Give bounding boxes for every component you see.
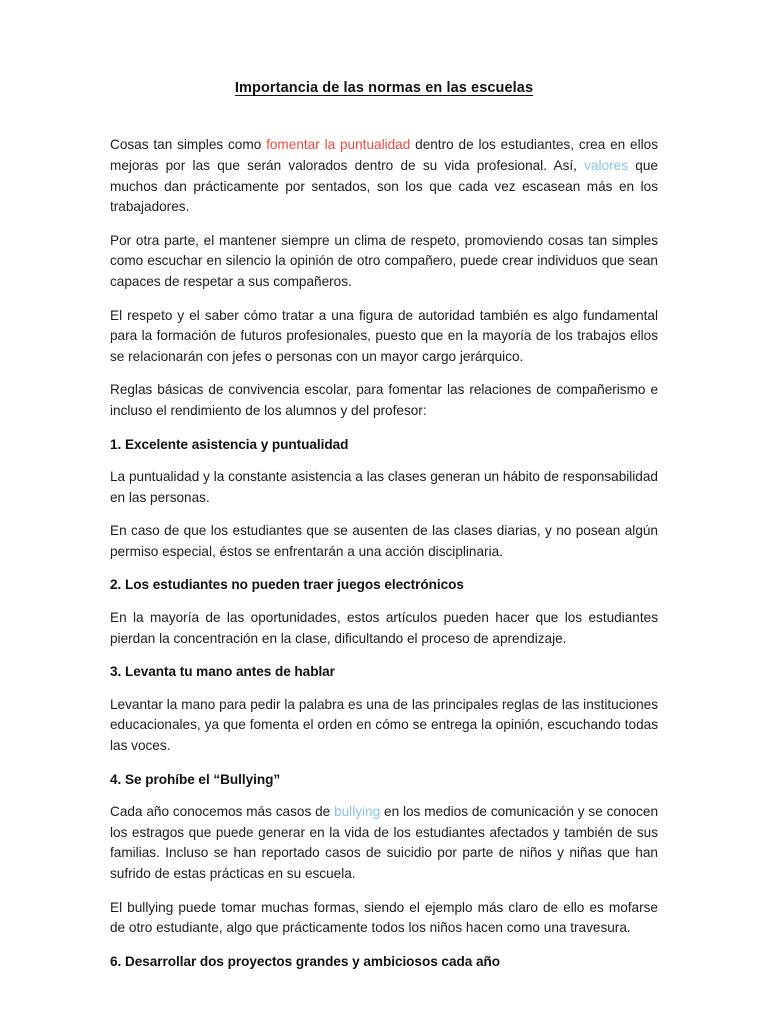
intro-paragraph-1 bbox=[110, 135, 658, 217]
rule-6-heading bbox=[110, 952, 658, 973]
text-run: 6. Desarrollar dos proyectos grandes y ambiciosos cada año bbox=[110, 953, 500, 969]
text-run: 1. Excelente asistencia y puntualidad bbox=[110, 436, 349, 452]
intro-paragraph-2 bbox=[110, 231, 658, 293]
highlighted-text-red: fomentar la puntualidad bbox=[266, 137, 411, 153]
document-content bbox=[110, 135, 658, 972]
intro-paragraph-3 bbox=[110, 306, 658, 368]
page-title-text: Importancia de las normas en las escuelas bbox=[234, 80, 534, 96]
text-run: dentro de los estudiantes, crea en ellos mejoras por las que serán valorados dentro de su vida profesional. Así, bbox=[110, 137, 659, 173]
page-title bbox=[110, 80, 658, 97]
rule-3-paragraph-1 bbox=[110, 695, 658, 757]
rule-1-heading bbox=[110, 435, 658, 456]
text-run: La puntualidad y la constante asistencia a las clases generan un hábito de responsabilidad en las personas. bbox=[110, 469, 658, 505]
text-run: Cada año conocemos más casos de bbox=[110, 804, 335, 820]
text-run: En la mayoría de las oportunidades, estos artículos pueden hacer que los estudiantes pierdan la concentración en la clase, dificultando el proceso de aprendizaje. bbox=[110, 610, 658, 646]
text-run: Levantar la mano para pedir la palabra es una de las principales reglas de las instituciones educacionales, ya que fomenta el orden en cómo se entrega la opinión, escuchando todas las voces. bbox=[110, 696, 658, 754]
rule-4-paragraph-2 bbox=[110, 898, 658, 939]
rule-3-heading bbox=[110, 662, 658, 683]
rule-2-paragraph-1 bbox=[110, 608, 658, 649]
highlighted-text-blue: valores bbox=[584, 157, 629, 173]
text-run: 2. Los estudiantes no pueden traer juegos electrónicos bbox=[110, 577, 464, 593]
intro-paragraph-4 bbox=[110, 380, 658, 421]
text-run: 3. Levanta tu mano antes de hablar bbox=[110, 664, 335, 680]
text-run: Por otra parte, el mantener siempre un clima de respeto, promoviendo cosas tan simples como escuchar en silencio la opinión de otro compañero, puede crear individuos que sean capaces de respetar a sus compañeros. bbox=[110, 232, 658, 289]
text-run: En caso de que los estudiantes que se ausenten de las clases diarias, y no posean algún permiso especial, éstos se enfrentarán a una acción disciplinaria. bbox=[110, 523, 658, 559]
rule-4-heading bbox=[110, 770, 658, 791]
rule-4-paragraph-1 bbox=[110, 802, 658, 884]
document-body bbox=[110, 80, 658, 984]
text-run: en los medios de comunicación y se conocen los estragos que puede generar en la vida de los estudiantes afectados y también de sus familias. Incluso se han reportado casos de suicidio por parte de niños y niñas que han sufrido de estas prácticas en su escuela. bbox=[110, 804, 658, 882]
text-run: Reglas básicas de convivencia escolar, para fomentar las relaciones de compañerismo e incluso el rendimiento de los alumnos y del profesor: bbox=[110, 382, 658, 418]
text-run: El respeto y el saber cómo tratar a una figura de autoridad también es algo fundamental para la formación de futuros profesionales, puesto que en la mayoría de los trabajos ellos se relacionarán con jefes o personas con un mayor cargo jerárquico. bbox=[110, 307, 658, 364]
text-run: El bullying puede tomar muchas formas, siendo el ejemplo más claro de ello es mofarse de otro estudiante, algo que prácticamente todos los niños hacen como una travesura. bbox=[110, 899, 658, 936]
rule-1-paragraph-1 bbox=[110, 467, 658, 508]
rule-2-heading bbox=[110, 575, 658, 596]
text-run: Cosas tan simples como bbox=[110, 137, 267, 153]
text-run: 4. Se prohíbe el “Bullying” bbox=[110, 771, 281, 787]
text-run: que muchos dan prácticamente por sentados, son los que cada vez escasean más en los trabajadores. bbox=[110, 157, 658, 215]
rule-1-paragraph-2 bbox=[110, 521, 658, 562]
highlighted-text-blue: bullying bbox=[334, 804, 381, 820]
